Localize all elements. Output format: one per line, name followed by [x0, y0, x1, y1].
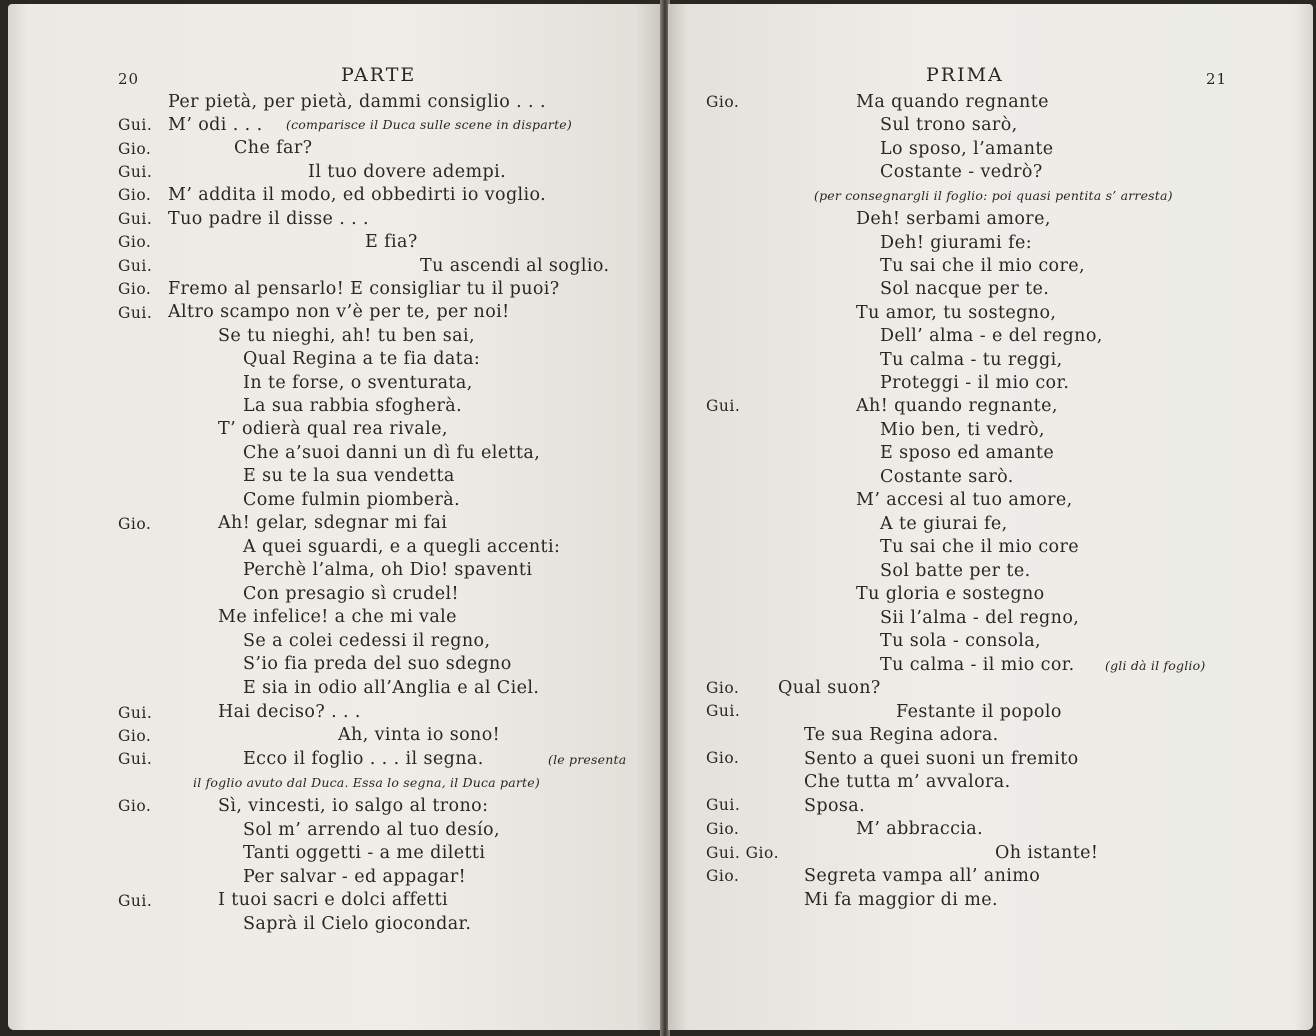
- verse-line: Tuo padre il disse . . .: [168, 209, 370, 229]
- speaker-label: Gio.: [706, 93, 740, 111]
- verse-line: Sento a quei suoni un fremito: [804, 749, 1079, 769]
- verse-line: Per salvar - ed appagar!: [243, 867, 467, 887]
- verse-line: Saprà il Cielo giocondar.: [243, 914, 472, 934]
- right-running-head: PRIMA: [926, 64, 1004, 86]
- verse-line: Tu sai che il mio core: [880, 537, 1079, 557]
- verse-line: Altro scampo non v’è per te, per noi!: [168, 302, 510, 322]
- right-page: [668, 4, 1313, 1030]
- verse-line: Tu ascendi al soglio.: [420, 256, 610, 276]
- speaker-label: Gui.: [118, 163, 153, 181]
- verse-line: Perchè l’alma, oh Dio! spaventi: [243, 560, 533, 580]
- verse-line: Sol batte per te.: [880, 561, 1031, 581]
- verse-line: M’ abbraccia.: [856, 819, 984, 839]
- verse-line: Sol nacque per te.: [880, 279, 1050, 299]
- verse-line: M’ accesi al tuo amore,: [856, 490, 1073, 510]
- stage-direction: (comparisce il Duca sulle scene in disparte): [286, 117, 572, 132]
- verse-line: Che tutta m’ avvalora.: [804, 772, 1011, 792]
- verse-line: Tu sai che il mio core,: [880, 256, 1085, 276]
- verse-line: Proteggi - il mio cor.: [880, 373, 1070, 393]
- verse-line: Tu amor, tu sostegno,: [856, 303, 1057, 323]
- verse-line: Ma quando regnante: [856, 92, 1049, 112]
- verse-line: Qual Regina a te fia data:: [243, 349, 481, 369]
- verse-line: Sposa.: [804, 796, 866, 816]
- verse-line: Il tuo dovere adempi.: [308, 162, 507, 182]
- speaker-label: Gio.: [118, 515, 152, 533]
- speaker-label: Gui.: [118, 257, 153, 275]
- speaker-label: Gui.: [118, 892, 153, 910]
- stage-direction: (gli dà il foglio): [1105, 658, 1206, 673]
- right-page-number: 21: [1206, 70, 1228, 88]
- verse-line: E fia?: [365, 232, 418, 252]
- stage-direction: (per consegnargli il foglio: poi quasi pentita s’ arresta): [814, 188, 1173, 203]
- verse-line: Per pietà, per pietà, dammi consiglio . . .: [168, 92, 546, 112]
- verse-line: Ah! quando regnante,: [856, 396, 1058, 416]
- speaker-label: Gui.: [118, 304, 153, 322]
- verse-line: Deh! serbami amore,: [856, 209, 1051, 229]
- verse-line: Lo sposo, l’amante: [880, 139, 1054, 159]
- verse-line: Sol m’ arrendo al tuo desío,: [243, 820, 500, 840]
- speaker-label: Gio.: [706, 749, 740, 767]
- verse-line: Festante il popolo: [896, 702, 1062, 722]
- verse-line: La sua rabbia sfogherà.: [243, 396, 463, 416]
- stage-direction: il foglio avuto dal Duca. Essa lo segna, il Duca parte): [193, 775, 540, 790]
- verse-line: Tu gloria e sostegno: [856, 584, 1045, 604]
- verse-line: A quei sguardi, e a quegli accenti:: [243, 537, 561, 557]
- verse-line: Tu sola - consola,: [880, 631, 1042, 651]
- verse-line: Ah, vinta io sono!: [338, 725, 501, 745]
- verse-line: Te sua Regina adora.: [804, 725, 999, 745]
- verse-line: Deh! giurami fe:: [880, 233, 1033, 253]
- left-running-head: PARTE: [341, 64, 417, 86]
- verse-line: Sì, vincesti, io salgo al trono:: [218, 796, 489, 816]
- verse-line: E sia in odio all’Anglia e al Ciel.: [243, 678, 540, 698]
- verse-line: T’ odierà qual rea rivale,: [218, 419, 448, 439]
- speaker-label: Gio.: [118, 186, 152, 204]
- speaker-label: Gui.: [118, 704, 153, 722]
- verse-line: Sul trono sarò,: [880, 115, 1018, 135]
- speaker-label: Gio.: [118, 797, 152, 815]
- speaker-label: Gui.: [118, 750, 153, 768]
- verse-line: E su te la sua vendetta: [243, 466, 455, 486]
- verse-line: Dell’ alma - e del regno,: [880, 326, 1103, 346]
- verse-line: M’ addita il modo, ed obbedirti io voglio.: [168, 185, 547, 205]
- verse-line: Mi fa maggior di me.: [804, 890, 998, 910]
- verse-line: In te forse, o sventurata,: [243, 373, 473, 393]
- verse-line: A te giurai fe,: [880, 514, 1008, 534]
- left-page: [8, 4, 662, 1030]
- verse-line: Qual suon?: [778, 678, 881, 698]
- speaker-label: Gio.: [118, 280, 152, 298]
- speaker-label: Gui.: [706, 702, 741, 720]
- verse-line: Me infelice! a che mi vale: [218, 607, 457, 627]
- verse-line: Se tu nieghi, ah! tu ben sai,: [218, 326, 475, 346]
- verse-line: Fremo al pensarlo! E consigliar tu il puoi?: [168, 279, 560, 299]
- verse-line: Mio ben, ti vedrò,: [880, 420, 1045, 440]
- speaker-label: Gio.: [706, 867, 740, 885]
- verse-line: Sii l’alma - del regno,: [880, 608, 1080, 628]
- stage-direction: (le presenta: [548, 752, 627, 767]
- verse-line: Segreta vampa all’ animo: [804, 866, 1041, 886]
- verse-line: Oh istante!: [995, 843, 1099, 863]
- verse-line: Se a colei cedessi il regno,: [243, 631, 491, 651]
- verse-line: Che a’suoi danni un dì fu eletta,: [243, 443, 541, 463]
- verse-line: Tu calma - tu reggi,: [880, 350, 1063, 370]
- speaker-label: Gui.: [706, 796, 741, 814]
- verse-line: Hai deciso? . . .: [218, 702, 361, 722]
- verse-line: Che far?: [234, 138, 313, 158]
- verse-line: Tanti oggetti - a me diletti: [243, 843, 486, 863]
- verse-line: M’ odi . . .: [168, 115, 263, 135]
- verse-line: Costante sarò.: [880, 467, 1014, 487]
- verse-line: Ecco il foglio . . . il segna.: [243, 749, 484, 769]
- verse-line: Costante - vedrò?: [880, 162, 1043, 182]
- verse-line: E sposo ed amante: [880, 443, 1055, 463]
- verse-line: Ah! gelar, sdegnar mi fai: [218, 513, 448, 533]
- speaker-label: Gui.: [118, 210, 153, 228]
- speaker-label: Gui. Gio.: [706, 844, 780, 862]
- speaker-label: Gui.: [118, 116, 153, 134]
- speaker-label: Gio.: [118, 140, 152, 158]
- speaker-label: Gio.: [118, 727, 152, 745]
- verse-line: Con presagio sì crudel!: [243, 584, 459, 604]
- verse-line: Come fulmin piomberà.: [243, 490, 461, 510]
- verse-line: S’io fia preda del suo sdegno: [243, 654, 512, 674]
- left-page-number: 20: [118, 70, 140, 88]
- speaker-label: Gio.: [706, 820, 740, 838]
- verse-line: Tu calma - il mio cor.: [880, 655, 1075, 675]
- speaker-label: Gio.: [706, 679, 740, 697]
- speaker-label: Gui.: [706, 397, 741, 415]
- verse-line: I tuoi sacri e dolci affetti: [218, 890, 449, 910]
- speaker-label: Gio.: [118, 233, 152, 251]
